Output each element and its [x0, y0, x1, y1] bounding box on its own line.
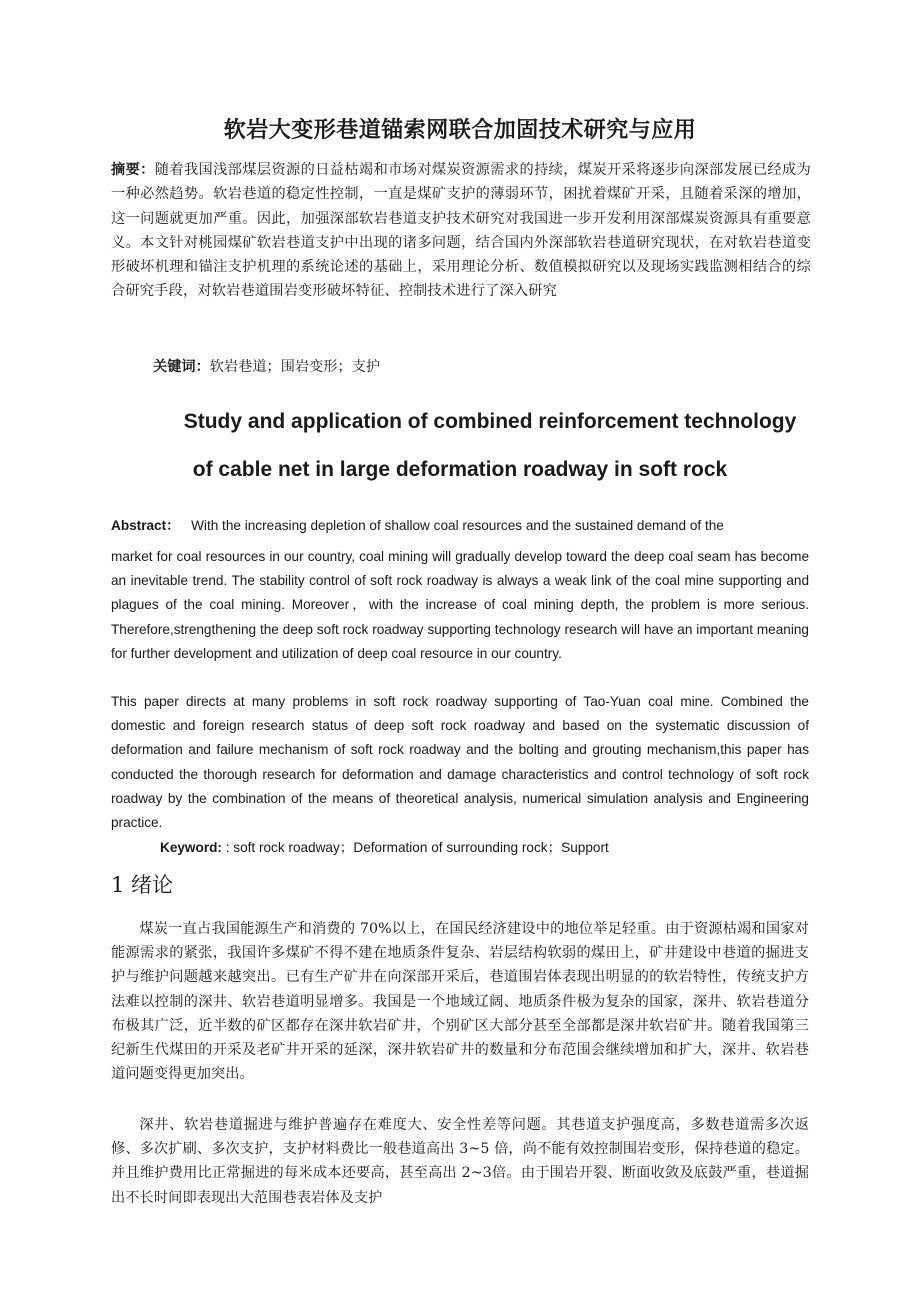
body-paragraph-1: 煤炭一直占我国能源生产和消费的 70%以上，在国民经济建设中的地位举足轻重。由于资源枯竭和国家对能源需求的紧张，我国许多煤矿不得不建在地质条件复杂、岩层结构软弱的煤田上，矿井建设中巷道的掘进支护与维护问题越来越突出。已有生产矿井在向深部开采后，巷道围岩体表现出明显的的软岩特性，传统支护方法难以控制的深井、软岩巷道明显增多。我国是一个地域辽阔、地质条件极为复杂的国家，深井、软岩巷道分布极其广泛，近半数的矿区都存在深井软岩矿井，个别矿区大部分甚至全部都是深井软岩矿井。随着我国第三纪新生代煤田的开采及老矿井开采的延深，深井软岩矿井的数量和分布范围会继续增加和扩大，深井、软岩巷道问题变得更加突出。	[111, 921, 809, 1083]
english-abstract-label: Abstract：	[111, 518, 180, 533]
chinese-keywords	[153, 356, 380, 376]
body-paragraph-2: 深井、软岩巷道掘进与维护普遍存在难度大、安全性差等问题。其巷道支护强度高，多数巷道需多次返修、多次扩刷、多次支护，支护材料费比一般巷道高出 3~5 倍，尚不能有效控制围岩变形，保持巷道的稳定。并且维护费用比正常掘进的每米成本还要高，甚至高出 2~3倍。由于围岩开裂、断面收敛及底鼓严重，巷道掘出不长时间即表现出大范围巷表岩体及支护	[111, 1117, 809, 1206]
english-abstract-first-line-text: With the increasing depletion of shallow coal resources and the sustained demand of the	[191, 518, 724, 533]
chinese-keywords-label: 关键词：	[153, 359, 210, 375]
chinese-abstract	[111, 158, 811, 304]
english-title-line-2: of cable net in large deformation roadway in soft rock	[192, 458, 728, 481]
chinese-keywords-text: 软岩巷道；围岩变形；支护	[209, 359, 381, 375]
section-heading: 1 绪论	[111, 873, 174, 897]
chinese-abstract-label: 摘要：	[111, 162, 155, 178]
chinese-abstract-text: 随着我国浅部煤层资源的日益枯竭和市场对煤炭资源需求的持续，煤炭开采将逐步向深部发展已经成为一种必然趋势。软岩巷道的稳定性控制，一直是煤矿支护的薄弱环节，困扰着煤矿开采，且随着采深的增加，这一问题就更加严重。因此，加强深部软岩巷道支护技术研究对我国进一步开发利用深部煤炭资源具有重要意义。本文针对桃园煤矿软岩巷道支护中出现的诸多问题，结合国内外深部软岩巷道研究现状，在对软岩巷道变形破坏机理和锚注支护机理的系统论述的基础上，采用理论分析、数值模拟研究以及现场实践监测相结合的综合研究手段，对软岩巷道围岩变形破坏特征、控制技术进行了深入研究	[111, 162, 811, 300]
english-keywords-text: : soft rock roadway；Deformation of surrounding rock；Support	[221, 840, 609, 855]
english-keywords-label: Keyword:	[160, 840, 222, 855]
english-keywords	[160, 836, 609, 856]
english-title-line-1: Study and application of combined reinforcement technology	[183, 410, 797, 433]
chinese-title: 软岩大变形巷道锚索网联合加固技术研究与应用	[223, 117, 697, 143]
english-abstract-paragraph-1: market for coal resources in our country, coal mining will gradually develop toward the deep coal seam has become an inevitable trend. The stability control of soft rock roadway is always a weak link of the coal mine supporting and plagues of the coal mining. Moreover，with the increase of coal mining depth, the problem is more serious. Therefore,strengthening the deep soft rock roadway supporting technology research will have an important meaning for further development and utilization of deep coal resource in our country.	[111, 549, 809, 661]
english-abstract-first-line	[111, 514, 809, 538]
english-abstract-paragraph-2: This paper directs at many problems in soft rock roadway supporting of Tao-Yuan coal mine. Combined the domestic and foreign research status of deep soft rock roadway and based on the systematic discussion of deformation and failure mechanism of soft rock roadway and the bolting and grouting mechanism,this paper has conducted the thorough research for deformation and damage characteristics and control technology of soft rock roadway by the combination of the means of theoretical analysis, numerical simulation analysis and Engineering practice.	[111, 694, 809, 831]
